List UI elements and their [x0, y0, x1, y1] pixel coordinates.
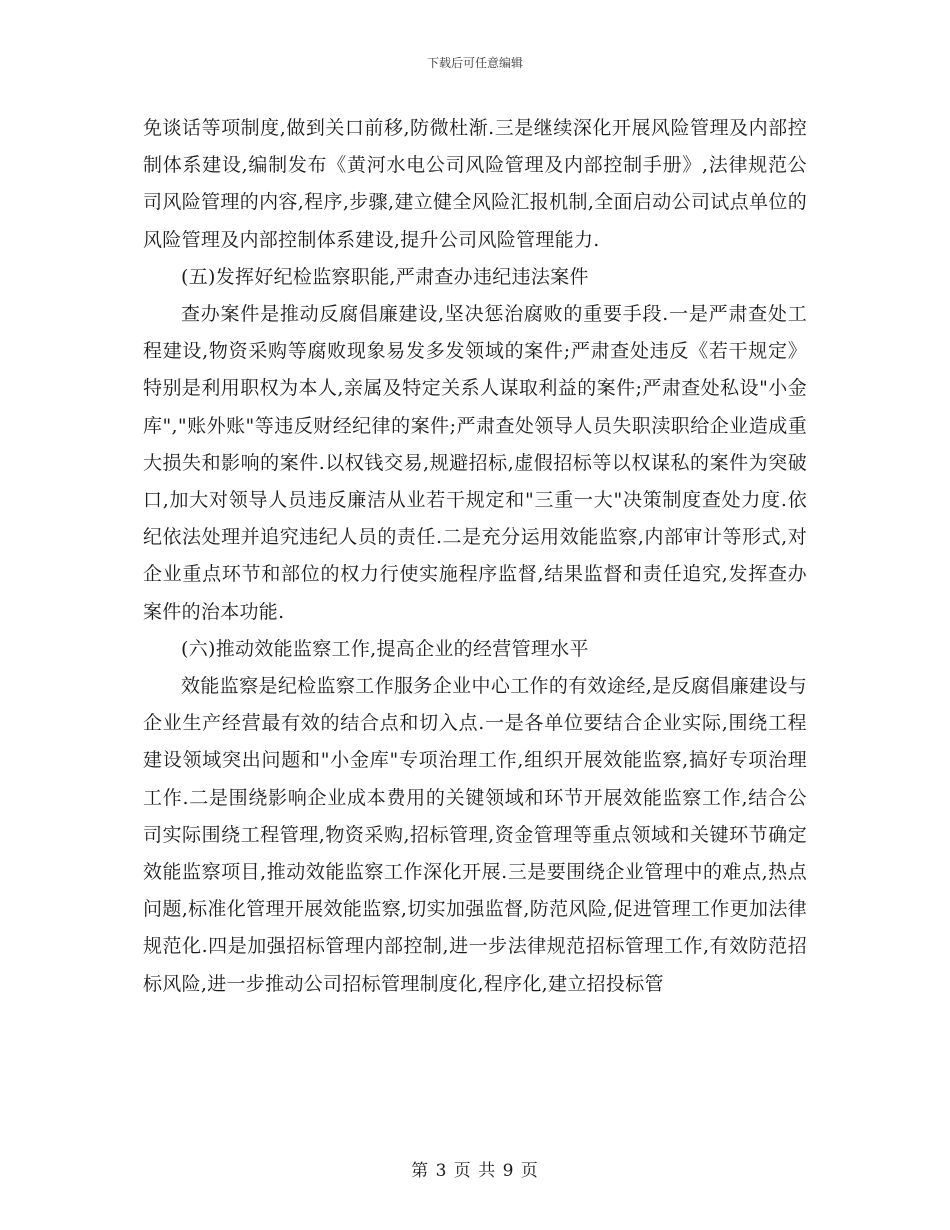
paragraph-efficiency-supervision: 效能监察是纪检监察工作服务企业中心工作的有效途经,是反腐倡廉建设与企业生产经营最有效的结合点和切入点.一是各单位要结合企业实际,围绕工程建设领域突出问题和"小金库"专项治理工作,组织开展效能监察,搞好专项治理工作.二是围绕影响企业成本费用的关键领域和环节开展效能监察工作,结合公司实际围绕工程管理,物资采购,招标管理,资金管理等重点领域和关键环节确定效能监察项目,推动效能监察工作深化开展.三是要围绕企业管理中的难点,热点问题,标准化管理开展效能监察,切实加强监督,防范风险,促进管理工作更加法律规范化.四是加强招标管理内部控制,进一步法律规范招标管理工作,有效防范招标风险,进一步推动公司招标管理制度化,程序化,建立招投标管 [143, 675, 807, 995]
page-header-note: 下载后可任意编辑 [426, 56, 523, 70]
page-number-footer: 第 3 页 共 9 页 [411, 1161, 539, 1181]
section-heading-five: (五)发挥好纪检监察职能,严肃查办违纪违法案件 [181, 265, 589, 288]
paragraph-case-investigation: 查办案件是推动反腐倡廉建设,坚决惩治腐败的重要手段.一是严肃查处工程建设,物资采购等腐败现象易发多发领域的案件;严肃查处违反《若干规定》特别是利用职权为本人,亲属及特定关系人谋取利益的案件;严肃查处私设"小金库","账外账"等违反财经纪律的案件;严肃查处领导人员失职渎职给企业造成重大损失和影响的案件.以权钱交易,规避招标,虚假招标等以权谋私的案件为突破口,加大对领导人员违反廉洁从业若干规定和"三重一大"决策制度查处力度.依纪依法处理并追究违纪人员的责任.二是充分运用效能监察,内部审计等形式,对企业重点环节和部位的权力行使实施程序监督,结果监督和责任追究,发挥查办案件的治本功能. [143, 303, 807, 623]
document-body [143, 110, 807, 1003]
paragraph-risk-management: 免谈话等项制度,做到关口前移,防微杜渐.三是继续深化开展风险管理及内部控制体系建设,编制发布《黄河水电公司风险管理及内部控制手册》,法律规范公司风险管理的内容,程序,步骤,建立健全风险汇报机制,全面启动公司试点单位的风险管理及内部控制体系建设,提升公司风险管理能力. [143, 117, 807, 251]
section-heading-six: (六)推动效能监察工作,提高企业的经营管理水平 [181, 637, 589, 660]
